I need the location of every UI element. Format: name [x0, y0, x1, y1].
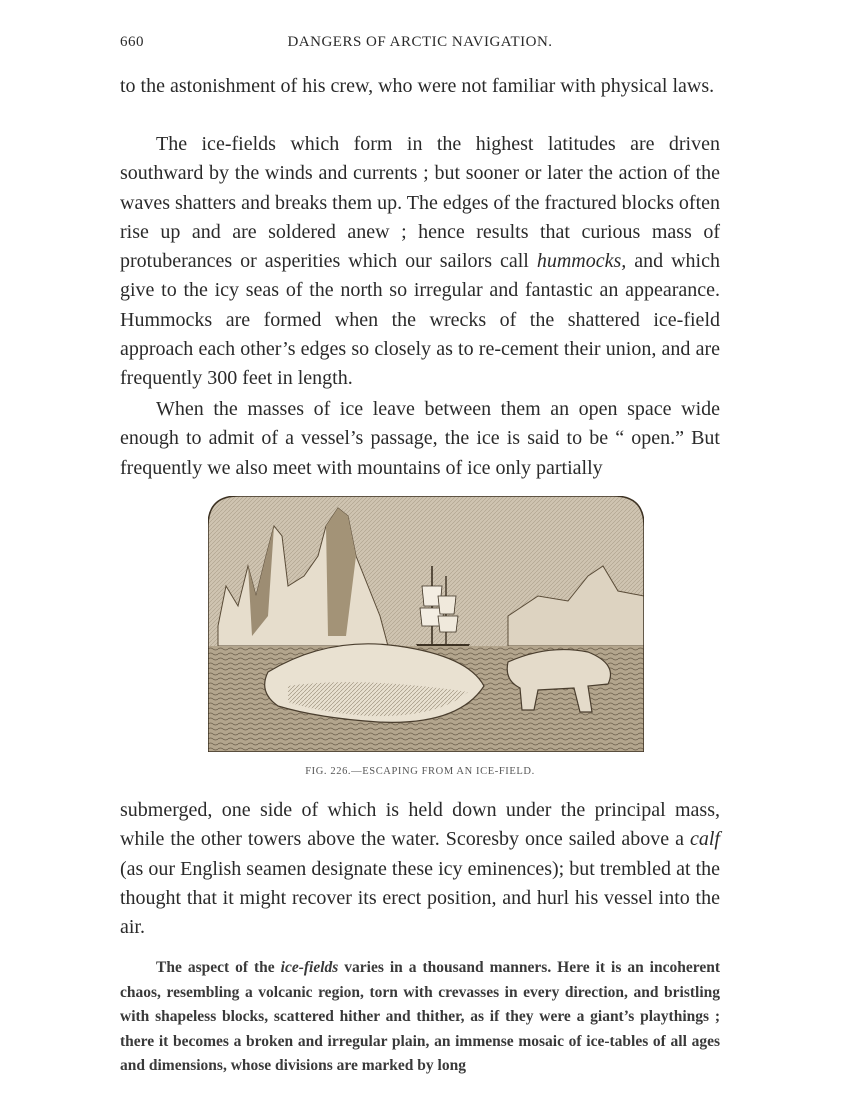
paragraph-4-text-a: submerged, one side of which is held down under the principal mass, while the other towers above the water. Scoresby once sailed above a	[120, 799, 720, 851]
paragraph-2-text-b: and which give to the icy seas of the north so irregular and fantastic an appearance. Hummocks are formed when the wrecks of the shattered ice-field approach each other’s edges so closely as to re-cement their union, and are frequently 300 feet in length.	[120, 250, 720, 390]
paragraph-3: When the masses of ice leave between them an open space wide enough to admit of a vessel’s passage, the ice is said to be “ open.” But frequently we also meet with mountains of ice only partially	[120, 398, 720, 479]
running-title: DANGERS OF ARCTIC NAVIGATION.	[287, 34, 553, 50]
figure-caption: FIG. 226.—ESCAPING FROM AN ICE-FIELD.	[305, 766, 535, 777]
engraving-ice-field	[208, 496, 644, 752]
term-ice-fields: ice-fields	[280, 959, 339, 976]
paragraph-2	[120, 130, 720, 394]
paragraph-5-text-a: The aspect of the	[156, 959, 281, 976]
term-calf: calf	[690, 828, 720, 851]
paragraph-1: to the astonishment of his crew, who were not familiar with physical laws.	[120, 75, 715, 97]
paragraph-4	[120, 796, 720, 942]
paragraph-5-small-print	[120, 956, 720, 1079]
term-hummocks: hummocks,	[536, 250, 627, 273]
paragraph-4-text-b: (as our English seamen designate these icy eminences); but trembled at the thought that it might recover its erect position, and hurl his vessel into the air.	[120, 857, 720, 939]
page-number: 660	[120, 34, 144, 50]
figure-illustration	[208, 496, 644, 752]
paragraph-2-text-a: The ice-fields which form in the highest latitudes are driven southward by the winds and currents ; but sooner or later the action of the waves shatters and breaks them up. The edges of the fractured blocks often rise up and are soldered anew ; hence results that curious mass of protuberances or asperities which our sailors call	[120, 133, 720, 273]
paragraph-5-text-b: varies in a thousand manners. Here it is an incoherent chaos, resembling a volcanic region, torn with crevasses in every direction, and bristling with shapeless blocks, scattered hither and thither, as if they were a giant’s playthings ; there it becomes a broken and irregular plain, an immense mosaic of ice-tables of all ages and dimensions, whose divisions are marked by long	[120, 959, 720, 1074]
